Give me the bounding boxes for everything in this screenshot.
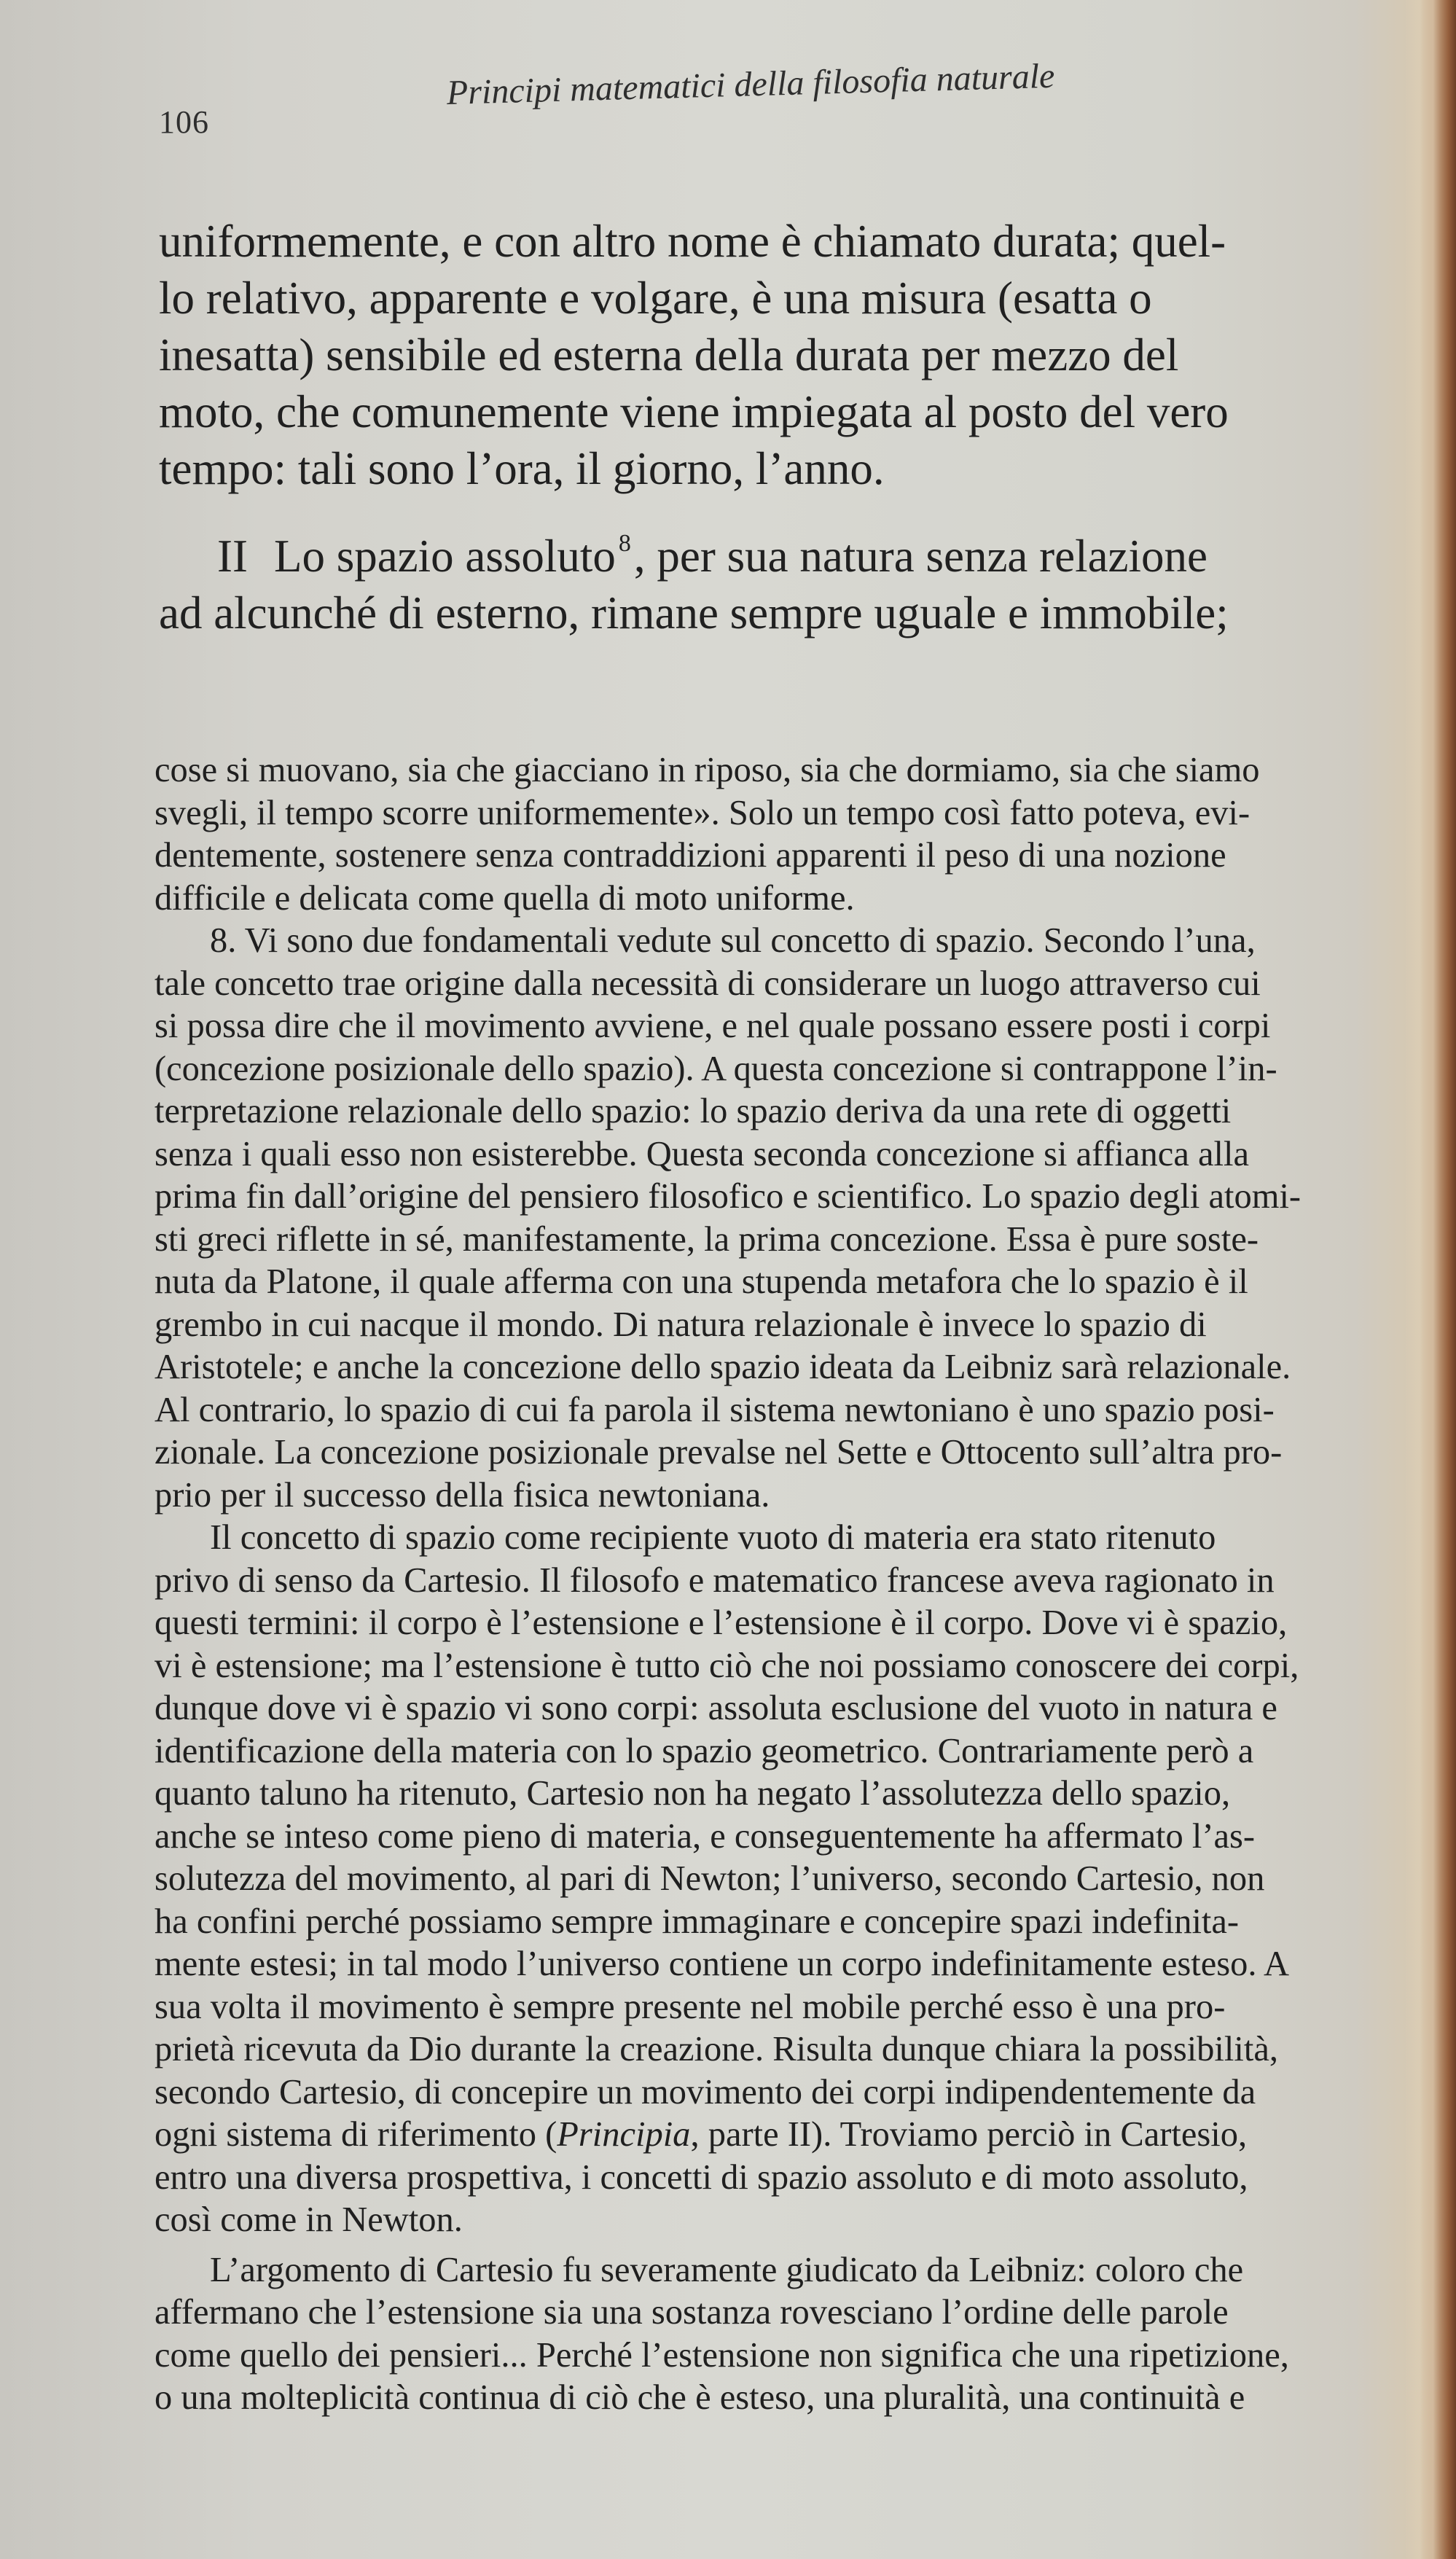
paragraph-gap <box>154 2242 1408 2249</box>
note-line: anche se inteso come pieno di materia, e conseguentemente ha affermato l’as- <box>154 1816 1256 1856</box>
note-line: affermano che l’estensione sia una sostanza rovesciano l’ordine delle parole <box>154 2293 1229 2332</box>
note-line: senza i quali esso non esisterebbe. Questa seconda concezione si affianca alla <box>154 1134 1249 1173</box>
note-line: così come in Newton. <box>154 2200 463 2239</box>
note-line: dunque dove vi è spazio vi sono corpi: assoluta esclusione del vuoto in natura e <box>154 1689 1277 1727</box>
note-line: vi è estensione; ma l’estensione è tutto ciò che noi possiamo conoscere dei corpi, <box>154 1646 1299 1685</box>
citation-text: , parte II). Troviamo perciò in Cartesio, <box>690 2115 1248 2154</box>
definition-text: , per sua natura senza relazione <box>633 531 1208 582</box>
note-line: tale concetto trae origine dalla necessità di considerare un luogo attraverso cui <box>154 964 1261 1003</box>
definition-number: II <box>217 531 248 582</box>
note-line: secondo Cartesio, di concepire un movimento dei corpi indipendentemente da <box>154 2072 1256 2111</box>
footnote-reference[interactable]: 8 <box>618 530 631 557</box>
note-line: Al contrario, lo spazio di cui fa parola il sistema newtoniano è uno spazio posi- <box>154 1390 1275 1429</box>
definition-text: Lo spazio assoluto <box>273 531 616 582</box>
note-line: come quello dei pensieri... Perché l’estensione non significa che una ripetizione, <box>154 2335 1289 2375</box>
note-line: prima fin dall’origine del pensiero filosofico e scientifico. Lo spazio degli atomi- <box>154 1177 1302 1216</box>
note-line: solutezza del movimento, al pari di Newton; l’universo, secondo Cartesio, non <box>154 1859 1265 1898</box>
note-line: grembo in cui nacque il mondo. Di natura relazionale è invece lo spazio di <box>154 1305 1207 1344</box>
main-line: uniformemente, e con altro nome è chiamato durata; quel- <box>159 216 1226 267</box>
note-line: prietà ricevuta da Dio durante la creazione. Risulta dunque chiara la possibilità, <box>154 2030 1278 2068</box>
main-text <box>159 213 1398 641</box>
note-line: questi termini: il corpo è l’estensione e l’estensione è il corpo. Dove vi è spazio, <box>154 1603 1288 1642</box>
running-head <box>159 56 1296 140</box>
note-line: entro una diversa prospettiva, i concetti di spazio assoluto e di moto assoluto, <box>154 2157 1248 2197</box>
definition-line-1 <box>159 528 1398 585</box>
page-number: 106 <box>159 104 209 140</box>
note-line: identificazione della materia con lo spazio geometrico. Contrariamente però a <box>154 1731 1254 1770</box>
note-line: svegli, il tempo scorre uniformemente». Solo un tempo così fatto poteva, evi- <box>154 793 1250 832</box>
main-line: inesatta) sensibile ed esterna della durata per mezzo del <box>159 329 1179 380</box>
note-line: difficile e delicata come quella di moto uniforme. <box>154 878 855 918</box>
note-line: cose si muovano, sia che giacciano in riposo, sia che dormiamo, sia che siamo <box>154 751 1260 789</box>
note-line: (concezione posizionale dello spazio). A questa concezione si contrappone l’in- <box>154 1049 1277 1088</box>
main-line: tempo: tali sono l’ora, il giorno, l’anno. <box>159 443 885 494</box>
note-line: Aristotele; e anche la concezione dello spazio ideata da Leibniz sarà relazionale. <box>154 1348 1291 1386</box>
note-line: quanto taluno ha ritenuto, Cartesio non ha negato l’assolutezza dello spazio, <box>154 1774 1231 1813</box>
running-title: Principi matematici della filosofia naturale <box>446 56 1056 112</box>
note-line: terpretazione relazionale dello spazio: lo spazio deriva da una rete di oggetti <box>154 1092 1232 1130</box>
note-line: sti greci riflette in sé, manifestamente, la prima concezione. Essa è pure soste- <box>154 1219 1259 1259</box>
note-paragraph-start: L’argomento di Cartesio fu severamente giudicato da Leibniz: coloro che <box>210 2250 1244 2289</box>
note-line: dentemente, sostenere senza contraddizioni apparenti il peso di una nozione <box>154 836 1226 875</box>
footnotes <box>154 749 1408 2420</box>
main-line: moto, che comunemente viene impiegata al posto del vero <box>159 386 1229 437</box>
note-paragraph-start: Il concetto di spazio come recipiente vuoto di materia era stato ritenuto <box>210 1518 1216 1557</box>
definition-line-2: ad alcunché di esterno, rimane sempre uguale e immobile; <box>159 587 1229 638</box>
note-line: privo di senso da Cartesio. Il filosofo e matematico francese aveva ragionato in <box>154 1560 1275 1600</box>
note-line: nuta da Platone, il quale afferma con una stupenda metafora che lo spazio è il <box>154 1262 1248 1301</box>
note-line: o una molteplicità continua di ciò che è esteso, una pluralità, una continuità e <box>154 2378 1245 2417</box>
note-8-start: 8. Vi sono due fondamentali vedute sul concetto di spazio. Secondo l’una, <box>210 921 1256 960</box>
citation-text: ogni sistema di riferimento ( <box>154 2115 557 2154</box>
note-line: si possa dire che il movimento avviene, e nel quale possano essere posti i corpi <box>154 1007 1271 1045</box>
note-line: mente estesi; in tal modo l’universo contiene un corpo indefinitamente esteso. A <box>154 1945 1289 1983</box>
note-line: sua volta il movimento è sempre presente nel mobile perché esso è una pro- <box>154 1987 1226 2026</box>
citation-title: Principia <box>557 2115 691 2154</box>
note-line: prio per il successo della fisica newtoniana. <box>154 1475 770 1515</box>
note-line-with-citation <box>154 2114 1408 2157</box>
paragraph-gap <box>159 497 1398 528</box>
note-line: zionale. La concezione posizionale prevalse nel Sette e Ottocento sull’altra pro- <box>154 1433 1283 1472</box>
note-line: ha confini perché possiamo sempre immaginare e concepire spazi indefinita- <box>154 1902 1240 1941</box>
main-line: lo relativo, apparente e volgare, è una misura (esatta o <box>159 273 1152 324</box>
